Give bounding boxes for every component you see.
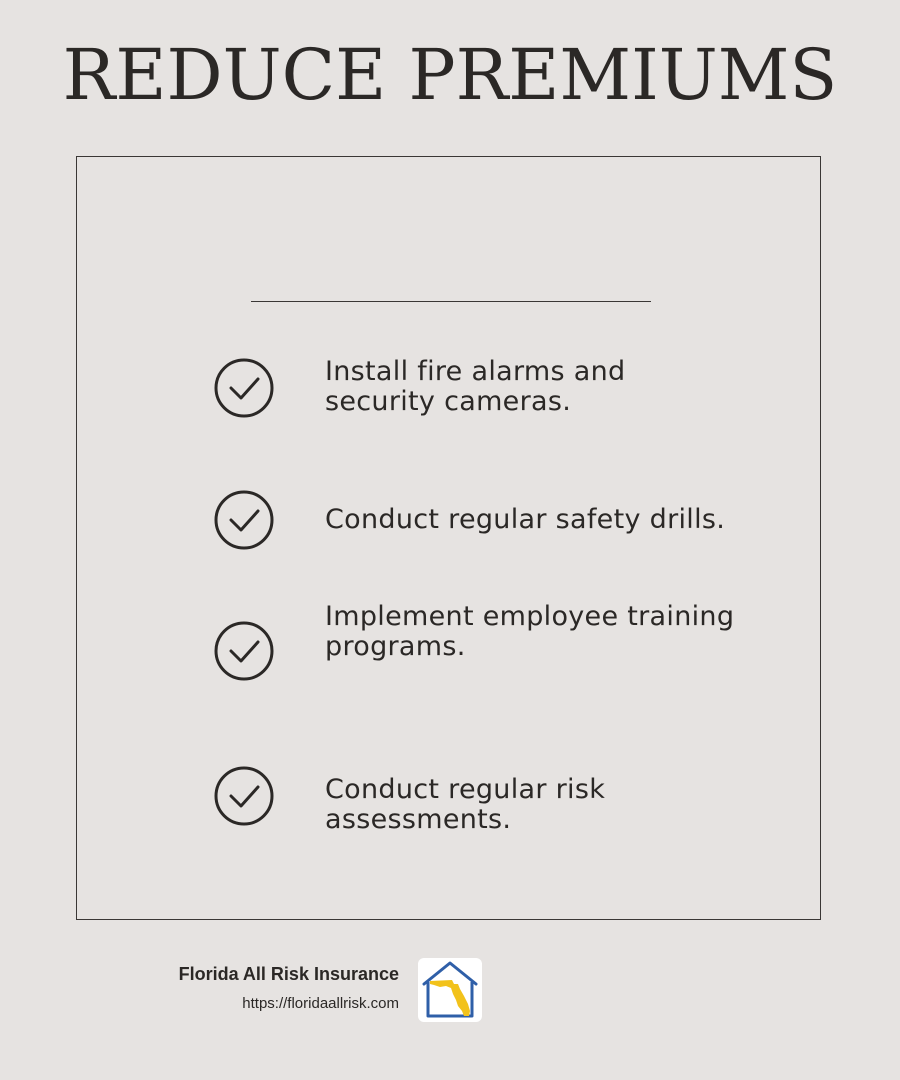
check-circle-icon: [213, 489, 275, 551]
list-item: [213, 357, 773, 419]
item-text-line: Conduct regular risk: [325, 774, 606, 805]
tips-panel: [76, 156, 821, 920]
check-circle-icon: [213, 357, 275, 419]
logo-graphic: [418, 958, 482, 1022]
check-circle-icon: [213, 765, 275, 827]
item-text-line: Implement employee training: [325, 601, 735, 632]
item-text: [325, 602, 765, 662]
list-item: [213, 765, 773, 835]
item-text: [325, 775, 765, 835]
item-text: [325, 505, 765, 535]
item-text: [325, 357, 765, 417]
check-circle-icon: [213, 620, 275, 682]
list-item: [213, 601, 773, 682]
item-text-line: programs.: [325, 631, 466, 662]
item-text-line: Install fire alarms and: [325, 356, 626, 387]
list-item: [213, 489, 773, 551]
item-text-line: Conduct regular safety drills.: [325, 504, 726, 535]
florida-house-logo-icon: [418, 958, 482, 1022]
item-text-line: assessments.: [325, 804, 512, 835]
item-text-line: security cameras.: [325, 386, 572, 417]
page-title: REDUCE PREMIUMS: [62, 34, 838, 116]
company-name: Florida All Risk Insurance: [178, 964, 399, 984]
divider-line: [251, 301, 651, 302]
company-url[interactable]: https://floridaallrisk.com: [242, 995, 399, 1012]
